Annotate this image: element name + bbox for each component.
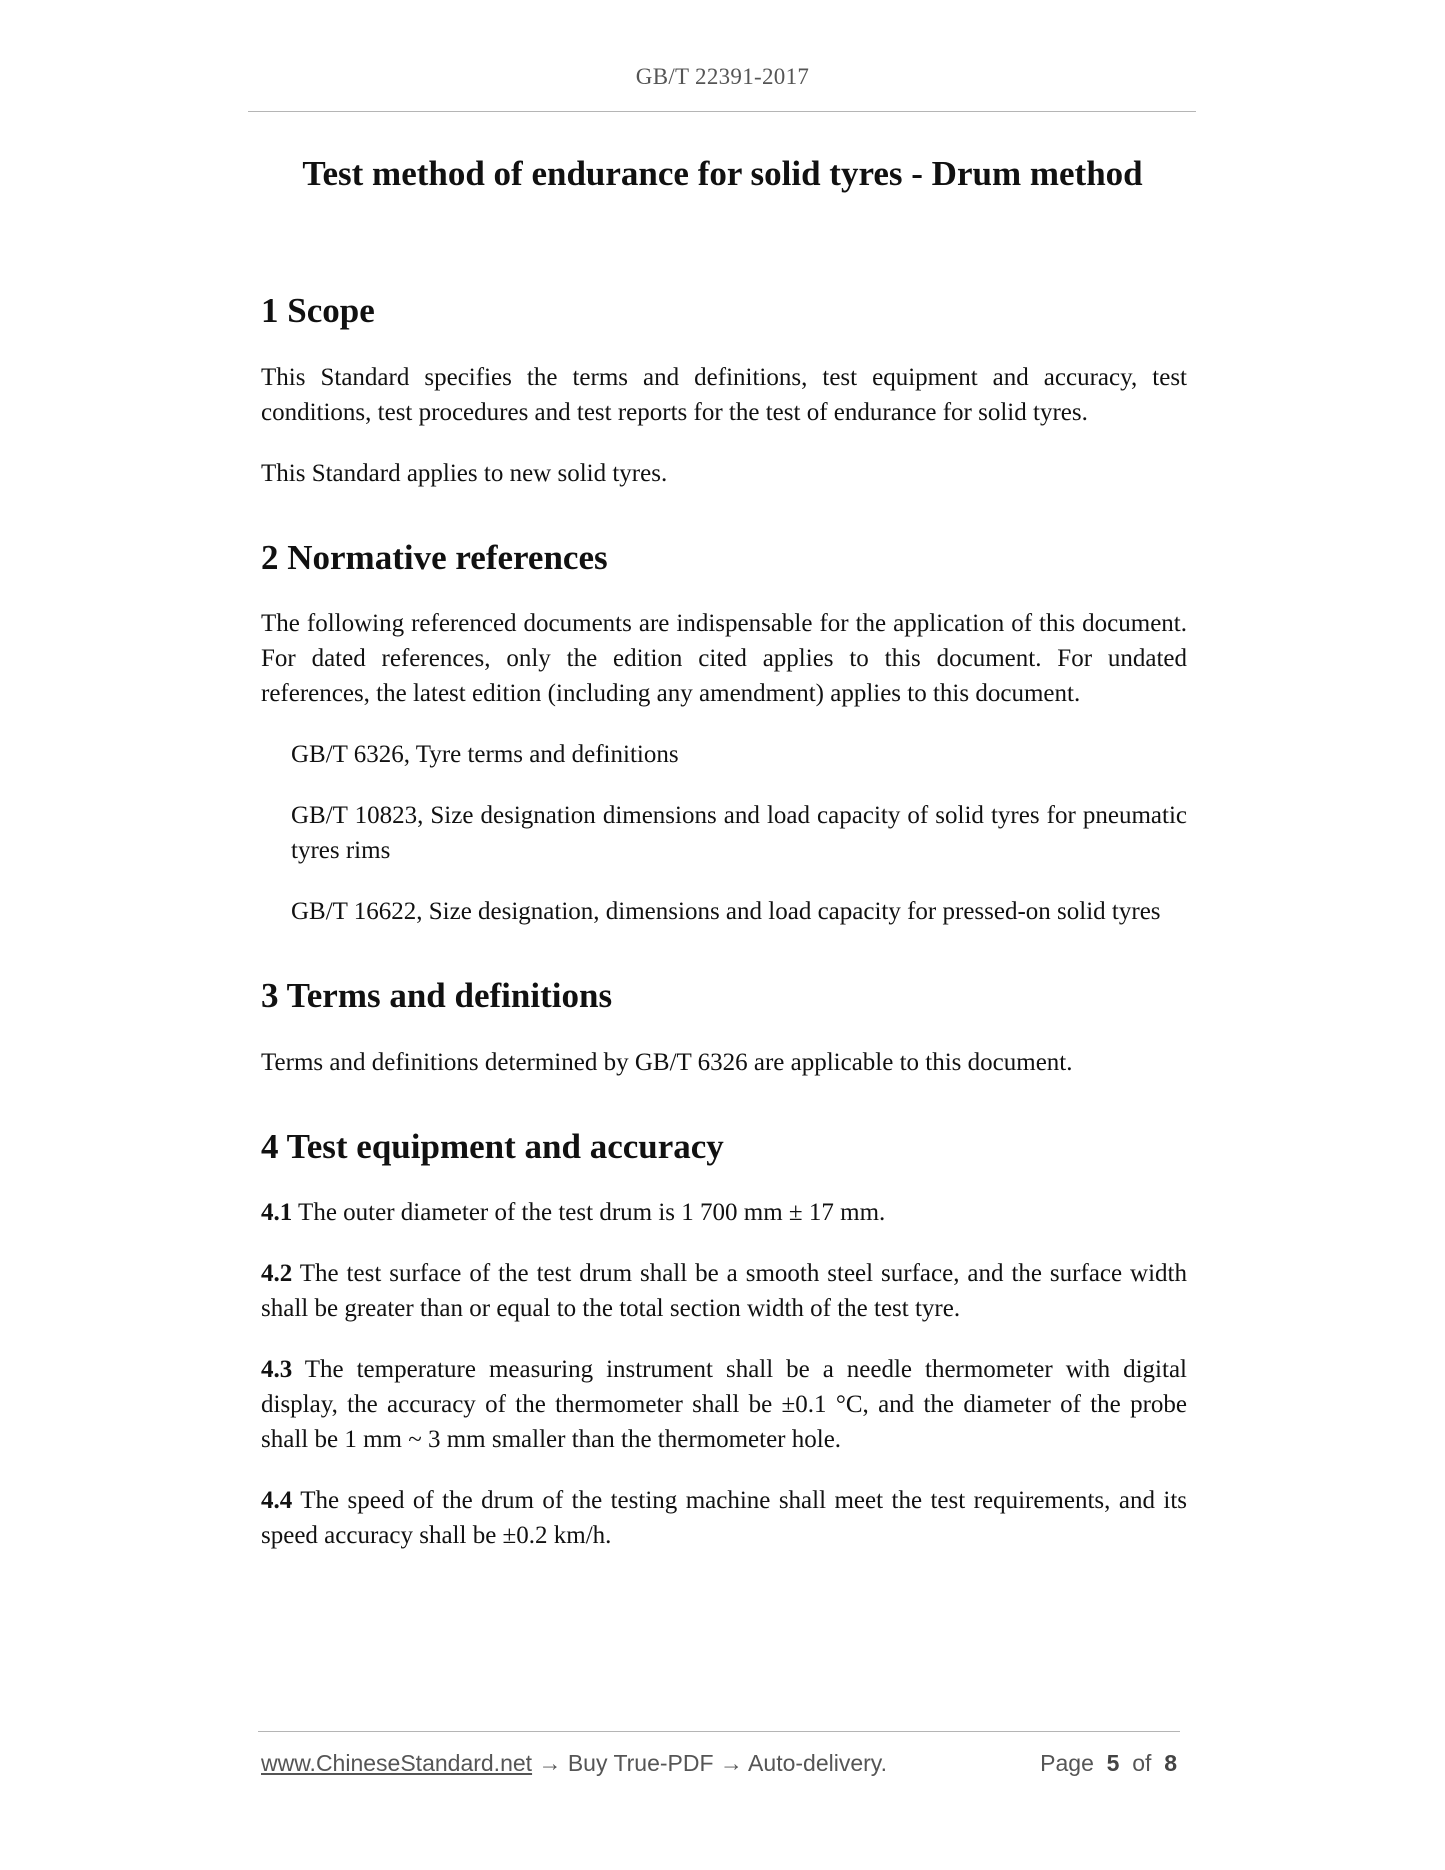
page-label: Page bbox=[1040, 1750, 1094, 1776]
footer-divider bbox=[258, 1731, 1180, 1732]
reference-item: GB/T 16622, Size designation, dimensions and load capacity for pressed-on solid tyres bbox=[291, 898, 1161, 925]
clause-text: The outer diameter of the test drum is 1 700 mm ± 17 mm. bbox=[292, 1199, 886, 1226]
clause-number: 4.1 bbox=[261, 1199, 293, 1226]
total-page-count: 8 bbox=[1164, 1750, 1177, 1776]
clause-4-4 bbox=[261, 1483, 1187, 1553]
website-link[interactable]: www.ChineseStandard.net bbox=[261, 1750, 533, 1776]
clause-text: The temperature measuring instrument shall be a needle thermometer with digital display, the accuracy of the thermometer shall be ±0.1 °C, and the diameter of the probe shall be 1 mm ~ 3 mm smaller than the thermometer hole. bbox=[261, 1356, 1187, 1453]
reference-item: GB/T 10823, Size designation dimensions and load capacity of solid tyres for pneumatic tyres rims bbox=[291, 802, 1187, 864]
footer-promo bbox=[261, 1750, 887, 1777]
clause-4-1 bbox=[261, 1195, 1187, 1230]
page-footer bbox=[261, 1750, 1177, 1784]
scope-paragraph-1: This Standard specifies the terms and definitions, test equipment and accuracy, test conditions, test procedures and test reports for the test of endurance for solid tyres. bbox=[261, 363, 1187, 426]
clause-number: 4.2 bbox=[261, 1260, 293, 1287]
terms-paragraph: Terms and definitions determined by GB/T 6326 are applicable to this document. bbox=[261, 1048, 1073, 1076]
document-body bbox=[261, 288, 1187, 1579]
clause-number: 4.3 bbox=[261, 1356, 293, 1383]
reference-item: GB/T 6326, Tyre terms and definitions bbox=[291, 741, 679, 768]
page-header: GB/T 22391-2017 bbox=[635, 64, 810, 89]
footer-promo-text: → Buy True-PDF → Auto-delivery. bbox=[532, 1750, 887, 1776]
page-counter bbox=[1040, 1750, 1177, 1777]
section-heading-test-equipment: 4 Test equipment and accuracy bbox=[261, 1126, 724, 1166]
references-intro-paragraph: The following referenced documents are indispensable for the application of this document. For dated references, only the edition cited applies to this document. For undated references, the latest edition (including any amendment) applies to this document. bbox=[261, 610, 1187, 707]
section-heading-normative-references: 2 Normative references bbox=[261, 537, 608, 577]
clause-4-3 bbox=[261, 1352, 1187, 1457]
page-of-label: of bbox=[1132, 1750, 1152, 1776]
section-heading-terms-definitions: 3 Terms and definitions bbox=[261, 976, 613, 1015]
clause-number: 4.4 bbox=[261, 1487, 293, 1514]
clause-text: The speed of the drum of the testing machine shall meet the test requirements, and its speed accuracy shall be ±0.2 km/h. bbox=[261, 1487, 1187, 1549]
header-divider bbox=[248, 111, 1196, 112]
scope-paragraph-2: This Standard applies to new solid tyres. bbox=[261, 459, 668, 487]
document-title: Test method of endurance for solid tyres - Drum method bbox=[302, 154, 1143, 193]
clause-text: The test surface of the test drum shall be a smooth steel surface, and the surface width shall be greater than or equal to the total section width of the test tyre. bbox=[261, 1260, 1187, 1322]
current-page-number: 5 bbox=[1106, 1750, 1120, 1776]
section-heading-scope: 1 Scope bbox=[261, 291, 375, 330]
clause-4-2 bbox=[261, 1256, 1187, 1326]
